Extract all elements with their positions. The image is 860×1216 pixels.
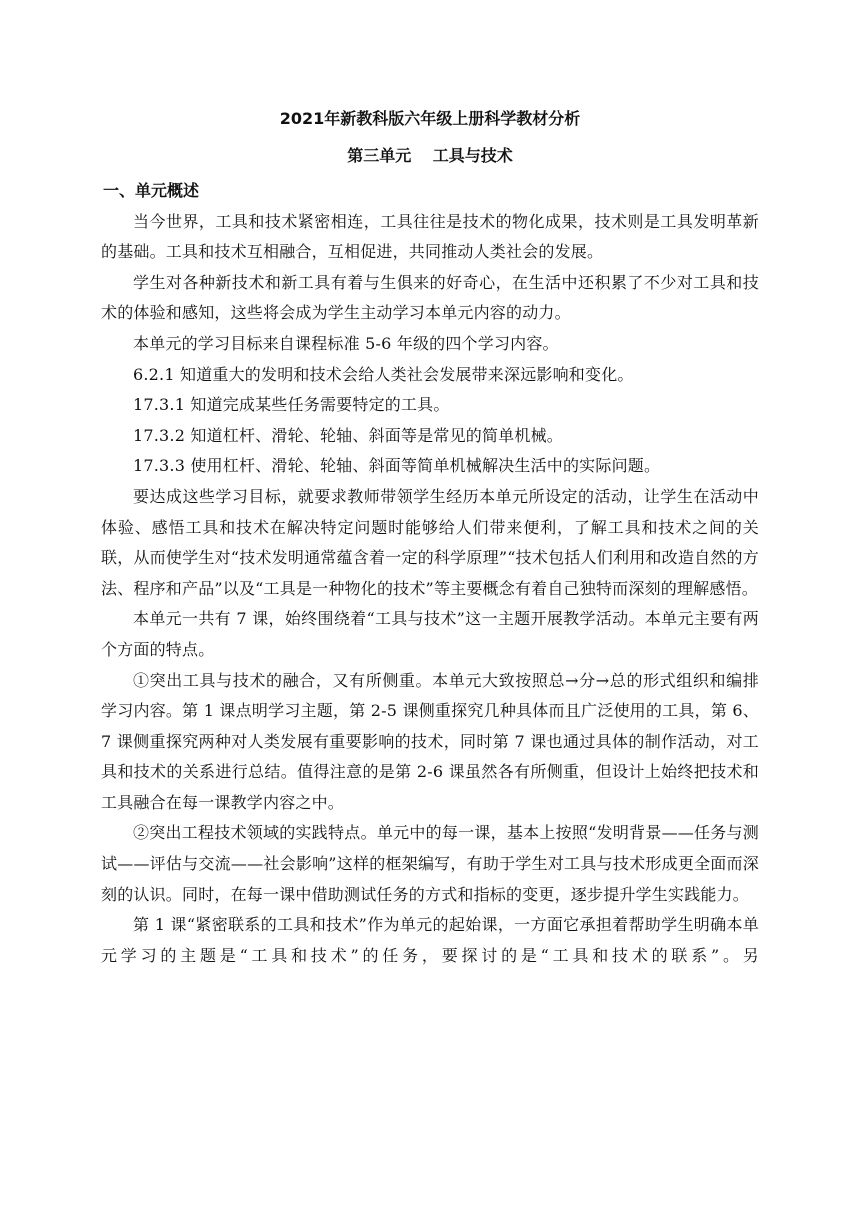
unit-subtitle: 第三单元 工具与技术 (347, 146, 513, 165)
paragraph: 17.3.2 知道杠杆、滑轮、轮轴、斜面等是常见的简单机械。 (133, 425, 563, 445)
section-heading: 一、单元概述 (103, 181, 200, 200)
document-title: 2021年新教科版六年级上册科学教材分析 (279, 109, 581, 128)
paragraph: 本单元的学习目标来自课程标准 5-6 年级的四个学习内容。 (133, 333, 559, 353)
paragraph: 学生对各种新技术和新工具有着与生俱来的好奇心，在生活中还积累了不少对工具和技术的体验和感知，这些将会成为学生主动学习本单元内容的动力。 (101, 272, 759, 323)
paragraph: 17.3.1 知道完成某些任务需要特定的工具。 (133, 395, 450, 415)
paragraph: 6.2.1 知道重大的发明和技术会给人类社会发展带来深远影响和变化。 (133, 364, 634, 384)
document-body (101, 176, 759, 971)
paragraph: 当今世界，工具和技术紧密相连，工具往往是技术的物化成果，技术则是工具发明革新的基础。工具和技术互相融合，互相促进，共同推动人类社会的发展。 (101, 211, 759, 262)
paragraph: 第 1 课“紧密联系的工具和技术”作为单元的起始课，一方面它承担着帮助学生明确本单元学习的主题是“工具和技术”的任务，要探讨的是“工具和技术的联系”。另 (101, 915, 759, 965)
paragraph: 要达成这些学习目标，就要求教师带领学生经历本单元所设定的活动，让学生在活动中体验、感悟工具和技术在解决特定问题时能够给人们带来便利，了解工具和技术之间的关联，从而使学生对“技术发明通常蕴含着一定的科学原理”“技术包括人们利用和改造自然的方法、程序和产品”以及“工具是一种物化的技术”等主要概念有着自己独特而深刻的理解感悟。 (101, 486, 759, 598)
paragraph: ①突出工具与技术的融合，又有所侧重。本单元大致按照总→分→总的形式组织和编排学习内容。第 1 课点明学习主题，第 2-5 课侧重探究几种具体而且广泛使用的工具，第 6、7 课侧重探究两种对人类发展有重要影响的技术，同时第 7 课也通过具体的制作活动，对工具和技术的关系进行总结。值得注意的是第 2-6 课虽然各有所侧重，但设计上始终把技术和工具融合在每一课教学内容之中。 (101, 670, 759, 812)
paragraph: ②突出工程技术领域的实践特点。单元中的每一课，基本上按照“发明背景——任务与测试——评估与交流——社会影响”这样的框架编写，有助于学生对工具与技术形成更全面而深刻的认识。同时，在每一课中借助测试任务的方式和指标的变更，逐步提升学生实践能力。 (101, 823, 759, 904)
paragraph: 本单元一共有 7 课，始终围绕着“工具与技术”这一主题开展教学活动。本单元主要有两个方面的特点。 (101, 609, 759, 659)
paragraph: 17.3.3 使用杠杆、滑轮、轮轴、斜面等简单机械解决生活中的实际问题。 (133, 456, 661, 476)
